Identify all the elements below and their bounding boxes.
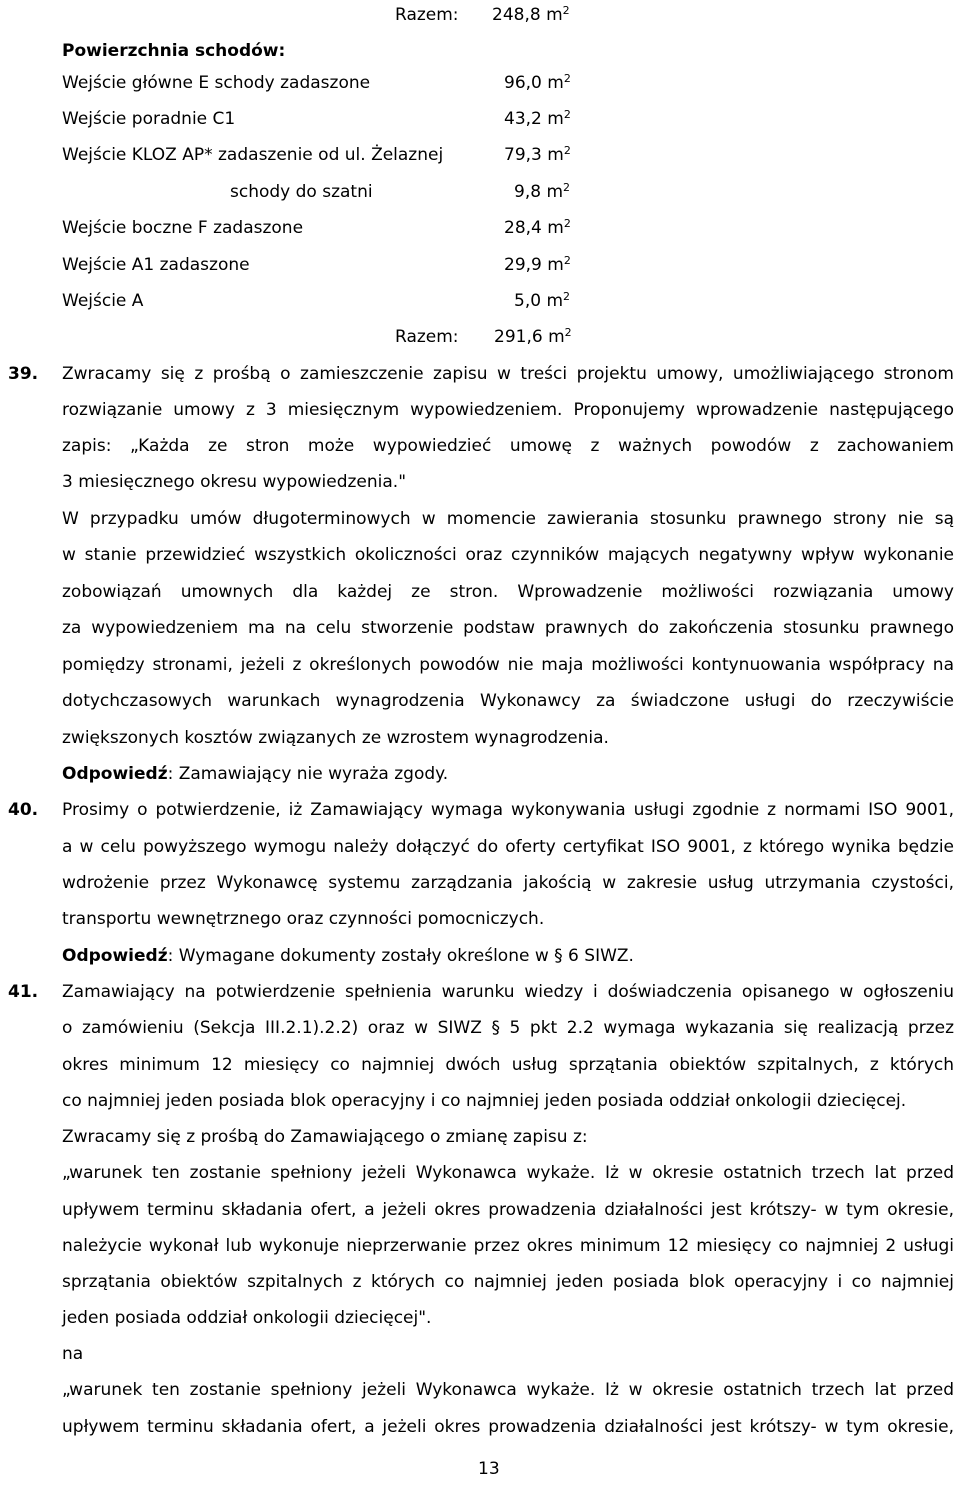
paragraph-line: Zwracamy się z prośbą o zamieszczenie zapisu w treści projektu umowy, umożliwiającego stronom xyxy=(62,364,954,384)
paragraph-line: zapis: „Każda ze stron może wypowiedzieć umowę z ważnych powodów z zachowaniem xyxy=(62,436,954,456)
paragraph-line: Prosimy o potwierdzenie, iż Zamawiający wymaga wykonywania usługi zgodnie z normami ISO 9001, xyxy=(62,800,954,820)
paragraph-line: zobowiązań umownych dla każdej ze stron. Wprowadzenie możliwości rozwiązania umowy xyxy=(62,582,954,602)
stairs-row-label: Wejście KLOZ AP* zadaszenie od ul. Żelaznej xyxy=(62,145,444,165)
stairs-row-value: 9,8 $m^2$ xyxy=(514,181,570,202)
top-total-value: 248,8 $m^2$ xyxy=(492,4,570,25)
paragraph-line: dotychczasowych warunkach wynagrodzenia Wykonawcy za świadczone usługi do rzeczywiście xyxy=(62,691,954,711)
paragraph-line: należycie wykonał lub wykonuje nieprzerwanie przez okres minimum 12 miesięcy co najmniej 2 usługi xyxy=(62,1236,954,1256)
paragraph-line: „warunek ten zostanie spełniony jeżeli Wykonawca wykaże. Iż w okresie ostatnich trzech lat przed xyxy=(62,1163,954,1183)
stairs-row-label: Wejście boczne F zadaszone xyxy=(62,218,304,238)
paragraph-line: jeden posiada oddział onkologii dziecięcej". xyxy=(62,1308,432,1328)
stairs-row-value: 96,0 $m^2$ xyxy=(504,72,571,93)
answer-text: : Wymagane dokumenty zostały określone w § 6 SIWZ. xyxy=(167,946,634,966)
stairs-row-value: 29,9 $m^2$ xyxy=(504,254,571,275)
answer-text: : Zamawiający nie wyraża zgody. xyxy=(167,764,449,784)
question-number: 41. xyxy=(8,982,39,1002)
paragraph-line: sprzątania obiektów szpitalnych z których co najmniej jeden posiada blok operacyjny i co najmniej xyxy=(62,1272,954,1292)
paragraph-line: rozwiązanie umowy z 3 miesięcznym wypowiedzeniem. Proponujemy wprowadzenie następującego xyxy=(62,400,954,420)
stairs-heading: Powierzchnia schodów: xyxy=(62,41,286,61)
paragraph-line: okres minimum 12 miesięcy co najmniej dwóch usług sprzątania obiektów szpitalnych, z których xyxy=(62,1055,954,1075)
stairs-row-label: schody do szatni xyxy=(230,182,373,202)
answer-line xyxy=(62,945,634,967)
paragraph-line: transportu wewnętrznego oraz czynności pomocniczych. xyxy=(62,909,545,929)
stairs-row-value: 28,4 $m^2$ xyxy=(504,217,571,238)
paragraph-line: w stanie przewidzieć wszystkich okoliczności oraz czynników mających negatywny wpływ wykonanie xyxy=(62,545,954,565)
answer-label: Odpowiedź xyxy=(62,946,168,966)
question-number: 40. xyxy=(8,800,39,820)
stairs-total-label: Razem: xyxy=(395,327,459,347)
answer-line xyxy=(62,763,448,785)
stairs-row-value: 79,3 $m^2$ xyxy=(504,144,571,165)
top-total-label: Razem: xyxy=(395,5,459,25)
question-number: 39. xyxy=(8,364,39,384)
stairs-total-value: 291,6 $m^2$ xyxy=(494,326,572,347)
stairs-row-label: Wejście główne E schody zadaszone xyxy=(62,73,371,93)
paragraph-line: upływem terminu składania ofert, a jeżeli okres prowadzenia działalności jest krótszy- w tym okresie, xyxy=(62,1417,954,1437)
stairs-row-label: Wejście A1 zadaszone xyxy=(62,255,250,275)
page-number: 13 xyxy=(478,1459,500,1479)
stairs-row-value: 5,0 $m^2$ xyxy=(514,290,570,311)
stairs-row-label: Wejście A xyxy=(62,291,144,311)
paragraph-line: Zamawiający na potwierdzenie spełnienia warunku wiedzy i doświadczenia opisanego w ogłoszeniu xyxy=(62,982,954,1002)
paragraph-line: za wypowiedzeniem ma na celu stworzenie podstaw prawnych do zakończenia stosunku prawnego xyxy=(62,618,954,638)
paragraph-line: upływem terminu składania ofert, a jeżeli okres prowadzenia działalności jest krótszy- w tym okresie, xyxy=(62,1200,954,1220)
paragraph-line: wdrożenie przez Wykonawcę systemu zarządzania jakością w zakresie usług utrzymania czystości, xyxy=(62,873,954,893)
paragraph-line: zwiększonych kosztów związanych ze wzrostem wynagrodzenia. xyxy=(62,728,609,748)
paragraph-line: Zwracamy się z prośbą do Zamawiającego o zmianę zapisu z: xyxy=(62,1127,588,1147)
paragraph-line: co najmniej jeden posiada blok operacyjny i co najmniej jeden posiada oddział onkologii dziecięcej. xyxy=(62,1091,907,1111)
stairs-row-label: Wejście poradnie C1 xyxy=(62,109,236,129)
paragraph-line: o zamówieniu (Sekcja III.2.1).2.2) oraz w SIWZ § 5 pkt 2.2 wymaga wykazania się realizacją przez xyxy=(62,1018,954,1038)
paragraph-line: „warunek ten zostanie spełniony jeżeli Wykonawca wykaże. Iż w okresie ostatnich trzech lat przed xyxy=(62,1380,954,1400)
stairs-row-value: 43,2 $m^2$ xyxy=(504,108,571,129)
paragraph-line: 3 miesięcznego okresu wypowiedzenia." xyxy=(62,472,407,492)
paragraph-line: W przypadku umów długoterminowych w momencie zawierania stosunku prawnego strony nie są xyxy=(62,509,954,529)
answer-label: Odpowiedź xyxy=(62,764,168,784)
paragraph-line: a w celu powyższego wymogu należy dołączyć do oferty certyfikat ISO 9001, z którego wynika będzie xyxy=(62,837,954,857)
paragraph-line: na xyxy=(62,1344,84,1364)
paragraph-line: pomiędzy stronami, jeżeli z określonych powodów nie maja możliwości kontynuowania współpracy na xyxy=(62,655,954,675)
